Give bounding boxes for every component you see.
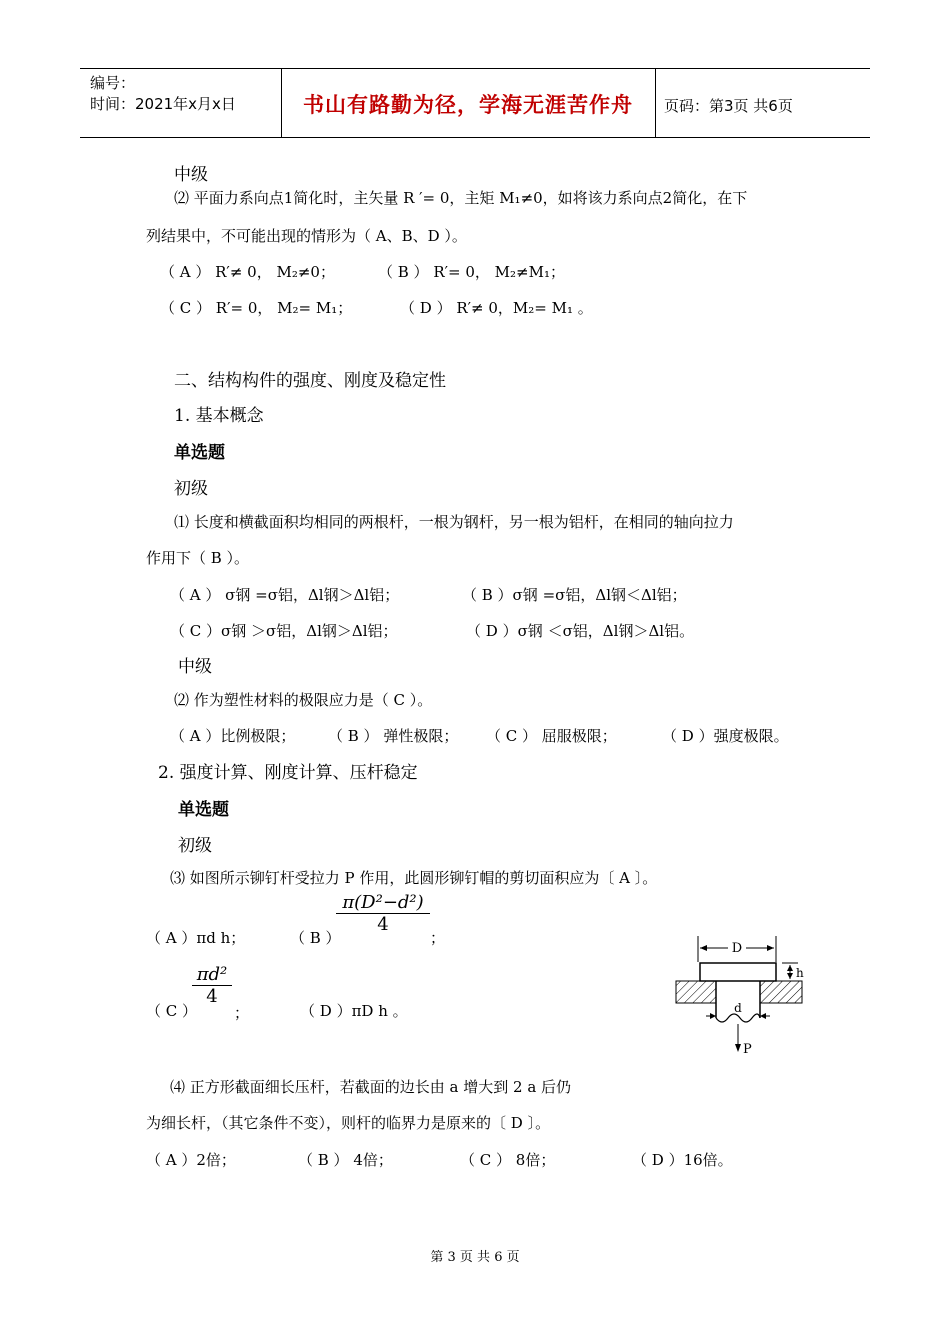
section-title: 二、结构构件的强度、刚度及稳定性 <box>174 371 446 391</box>
subsection-title: 2. 强度计算、刚度计算、压杆稳定 <box>158 763 418 783</box>
option-a: （ A ） R′≠ 0， M₂≠0； <box>160 263 335 281</box>
fraction-numerator: π(D²−d²) <box>342 892 424 913</box>
option-a: （ A ）2倍； <box>146 1151 236 1169</box>
rivet-diagram <box>670 932 820 1058</box>
number-label: 编号： <box>90 74 136 92</box>
fraction-denominator: 4 <box>206 986 218 1007</box>
question-text: ⑵ 作为塑性材料的极限应力是（ C ）。 <box>174 691 433 709</box>
page-footer: 第 3 页 共 6 页 <box>430 1250 520 1265</box>
option-d: （ D ）16倍。 <box>632 1151 733 1169</box>
question-text: ⑷ 正方形截面细长压杆，若截面的边长由 a 增大到 2 a 后仍 <box>170 1078 572 1096</box>
header-table <box>80 68 870 138</box>
option-d: （ D ）强度极限。 <box>662 727 789 745</box>
option-b-label: （ B ） <box>290 929 341 947</box>
subsection-title: 1. 基本概念 <box>174 406 264 426</box>
option-c-end: ； <box>234 1004 250 1022</box>
option-b-fraction <box>336 892 430 935</box>
motto: 书山有路勤为径，学海无涯苦作舟 <box>303 93 633 117</box>
question-text: ⑵ 平面力系向点1简化时，主矢量 R ′= 0，主矩 M₁≠0，如将该力系向点2简化，在下 <box>174 189 748 207</box>
option-c: （ C ） 8倍； <box>460 1151 556 1169</box>
option-b: （ B ）σ钢 =σ铝，Δl钢＜Δl铝； <box>462 586 687 604</box>
type-heading: 单选题 <box>174 443 225 463</box>
option-d: （ D ）σ钢 ＜σ铝，Δl钢＞Δl铝。 <box>466 622 695 640</box>
date-label: 时间：2021年x月x日 <box>90 95 236 113</box>
option-c: （ C ）σ钢 ＞σ铝，Δl钢＞Δl铝； <box>170 622 398 640</box>
question-text: ⑴ 长度和横截面积均相同的两根杆，一根为钢杆，另一根为铝杆，在相同的轴向拉力 <box>174 513 734 531</box>
option-b-end: ； <box>430 929 446 947</box>
force-P-label: P <box>743 1042 752 1057</box>
level-heading: 中级 <box>178 657 212 677</box>
fraction-numerator: πd² <box>196 964 228 985</box>
question-text: ⑶ 如图所示铆钉杆受拉力 P 作用，此圆形铆钉帽的剪切面积应为〔 A 〕。 <box>170 869 658 887</box>
level-heading: 初级 <box>174 479 208 499</box>
option-c-fraction <box>192 964 232 1007</box>
level-heading: 初级 <box>178 836 212 856</box>
dimension-h-label: h <box>796 966 804 980</box>
option-c-label: （ C ） <box>146 1002 198 1020</box>
option-a: （ A ） σ钢 =σ铝，Δl钢＞Δl铝； <box>170 586 400 604</box>
option-a: （ A ）πd h； <box>146 929 246 947</box>
question-text: 为细长杆，（其它条件不变），则杆的临界力是原来的〔 D 〕。 <box>146 1114 551 1132</box>
option-c: （ C ） R′= 0， M₂= M₁； <box>160 299 353 317</box>
option-b: （ B ） 4倍； <box>298 1151 393 1169</box>
option-d: （ D ） R′≠ 0，M₂= M₁ 。 <box>400 299 593 317</box>
level-heading: 中级 <box>174 165 208 185</box>
option-d: （ D ）πD h 。 <box>300 1002 408 1020</box>
option-c: （ C ） 屈服极限； <box>486 727 617 745</box>
dimension-D-label: D <box>731 941 743 956</box>
type-heading: 单选题 <box>178 800 229 820</box>
page-label: 页码：第3页 共6页 <box>664 97 793 115</box>
dimension-d-label: d <box>734 1001 742 1015</box>
option-b: （ B ） R′= 0， M₂≠M₁； <box>378 263 565 281</box>
option-b: （ B ） 弹性极限； <box>328 727 459 745</box>
question-text: 列结果中，不可能出现的情形为（ A、B、D ）。 <box>146 227 467 245</box>
header-divider <box>655 69 656 137</box>
option-a: （ A ）比例极限； <box>170 727 296 745</box>
fraction-denominator: 4 <box>377 914 389 935</box>
header-info <box>90 73 236 115</box>
question-text: 作用下（ B ）。 <box>146 549 250 567</box>
